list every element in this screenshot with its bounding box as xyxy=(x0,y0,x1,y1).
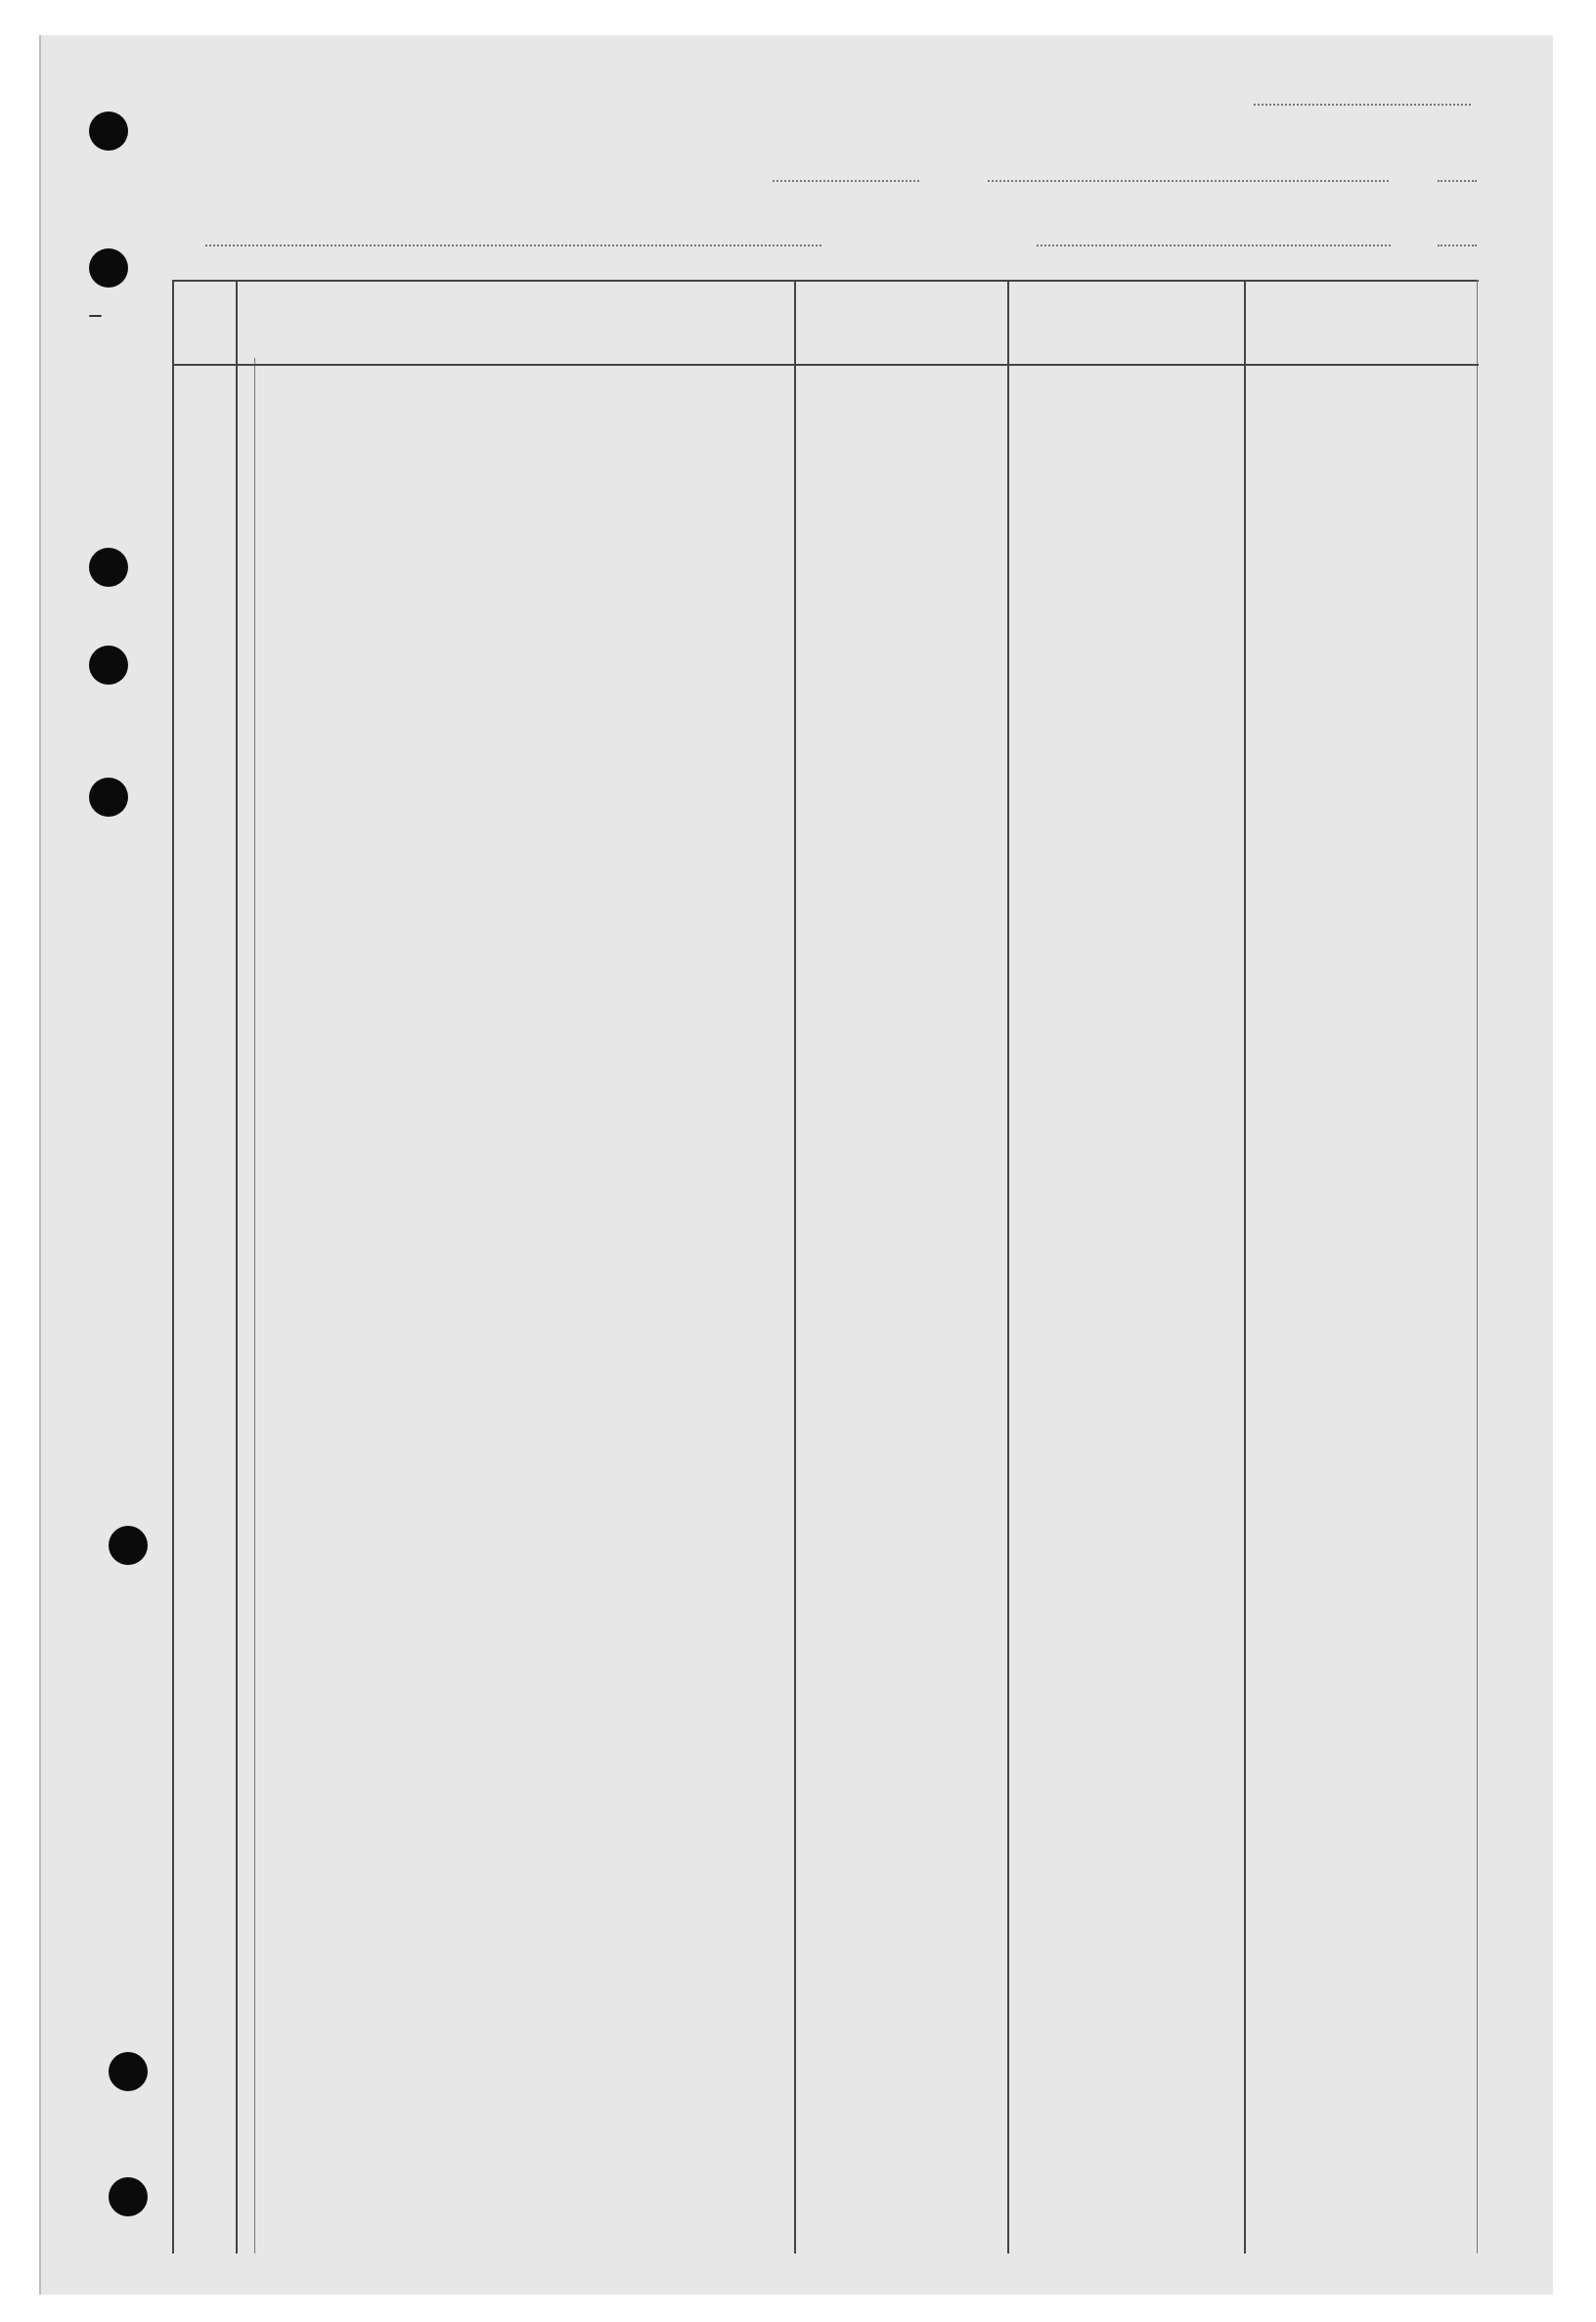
margin-dash: – xyxy=(88,297,103,332)
binder-hole xyxy=(89,778,128,817)
binder-hole xyxy=(109,2177,148,2216)
binder-hole xyxy=(109,1526,148,1565)
binder-hole xyxy=(109,2052,148,2091)
manifest-sheet xyxy=(39,35,1553,2295)
binder-hole xyxy=(89,112,128,151)
binder-hole xyxy=(89,248,128,288)
binder-hole xyxy=(89,646,128,685)
binder-hole xyxy=(89,548,128,587)
